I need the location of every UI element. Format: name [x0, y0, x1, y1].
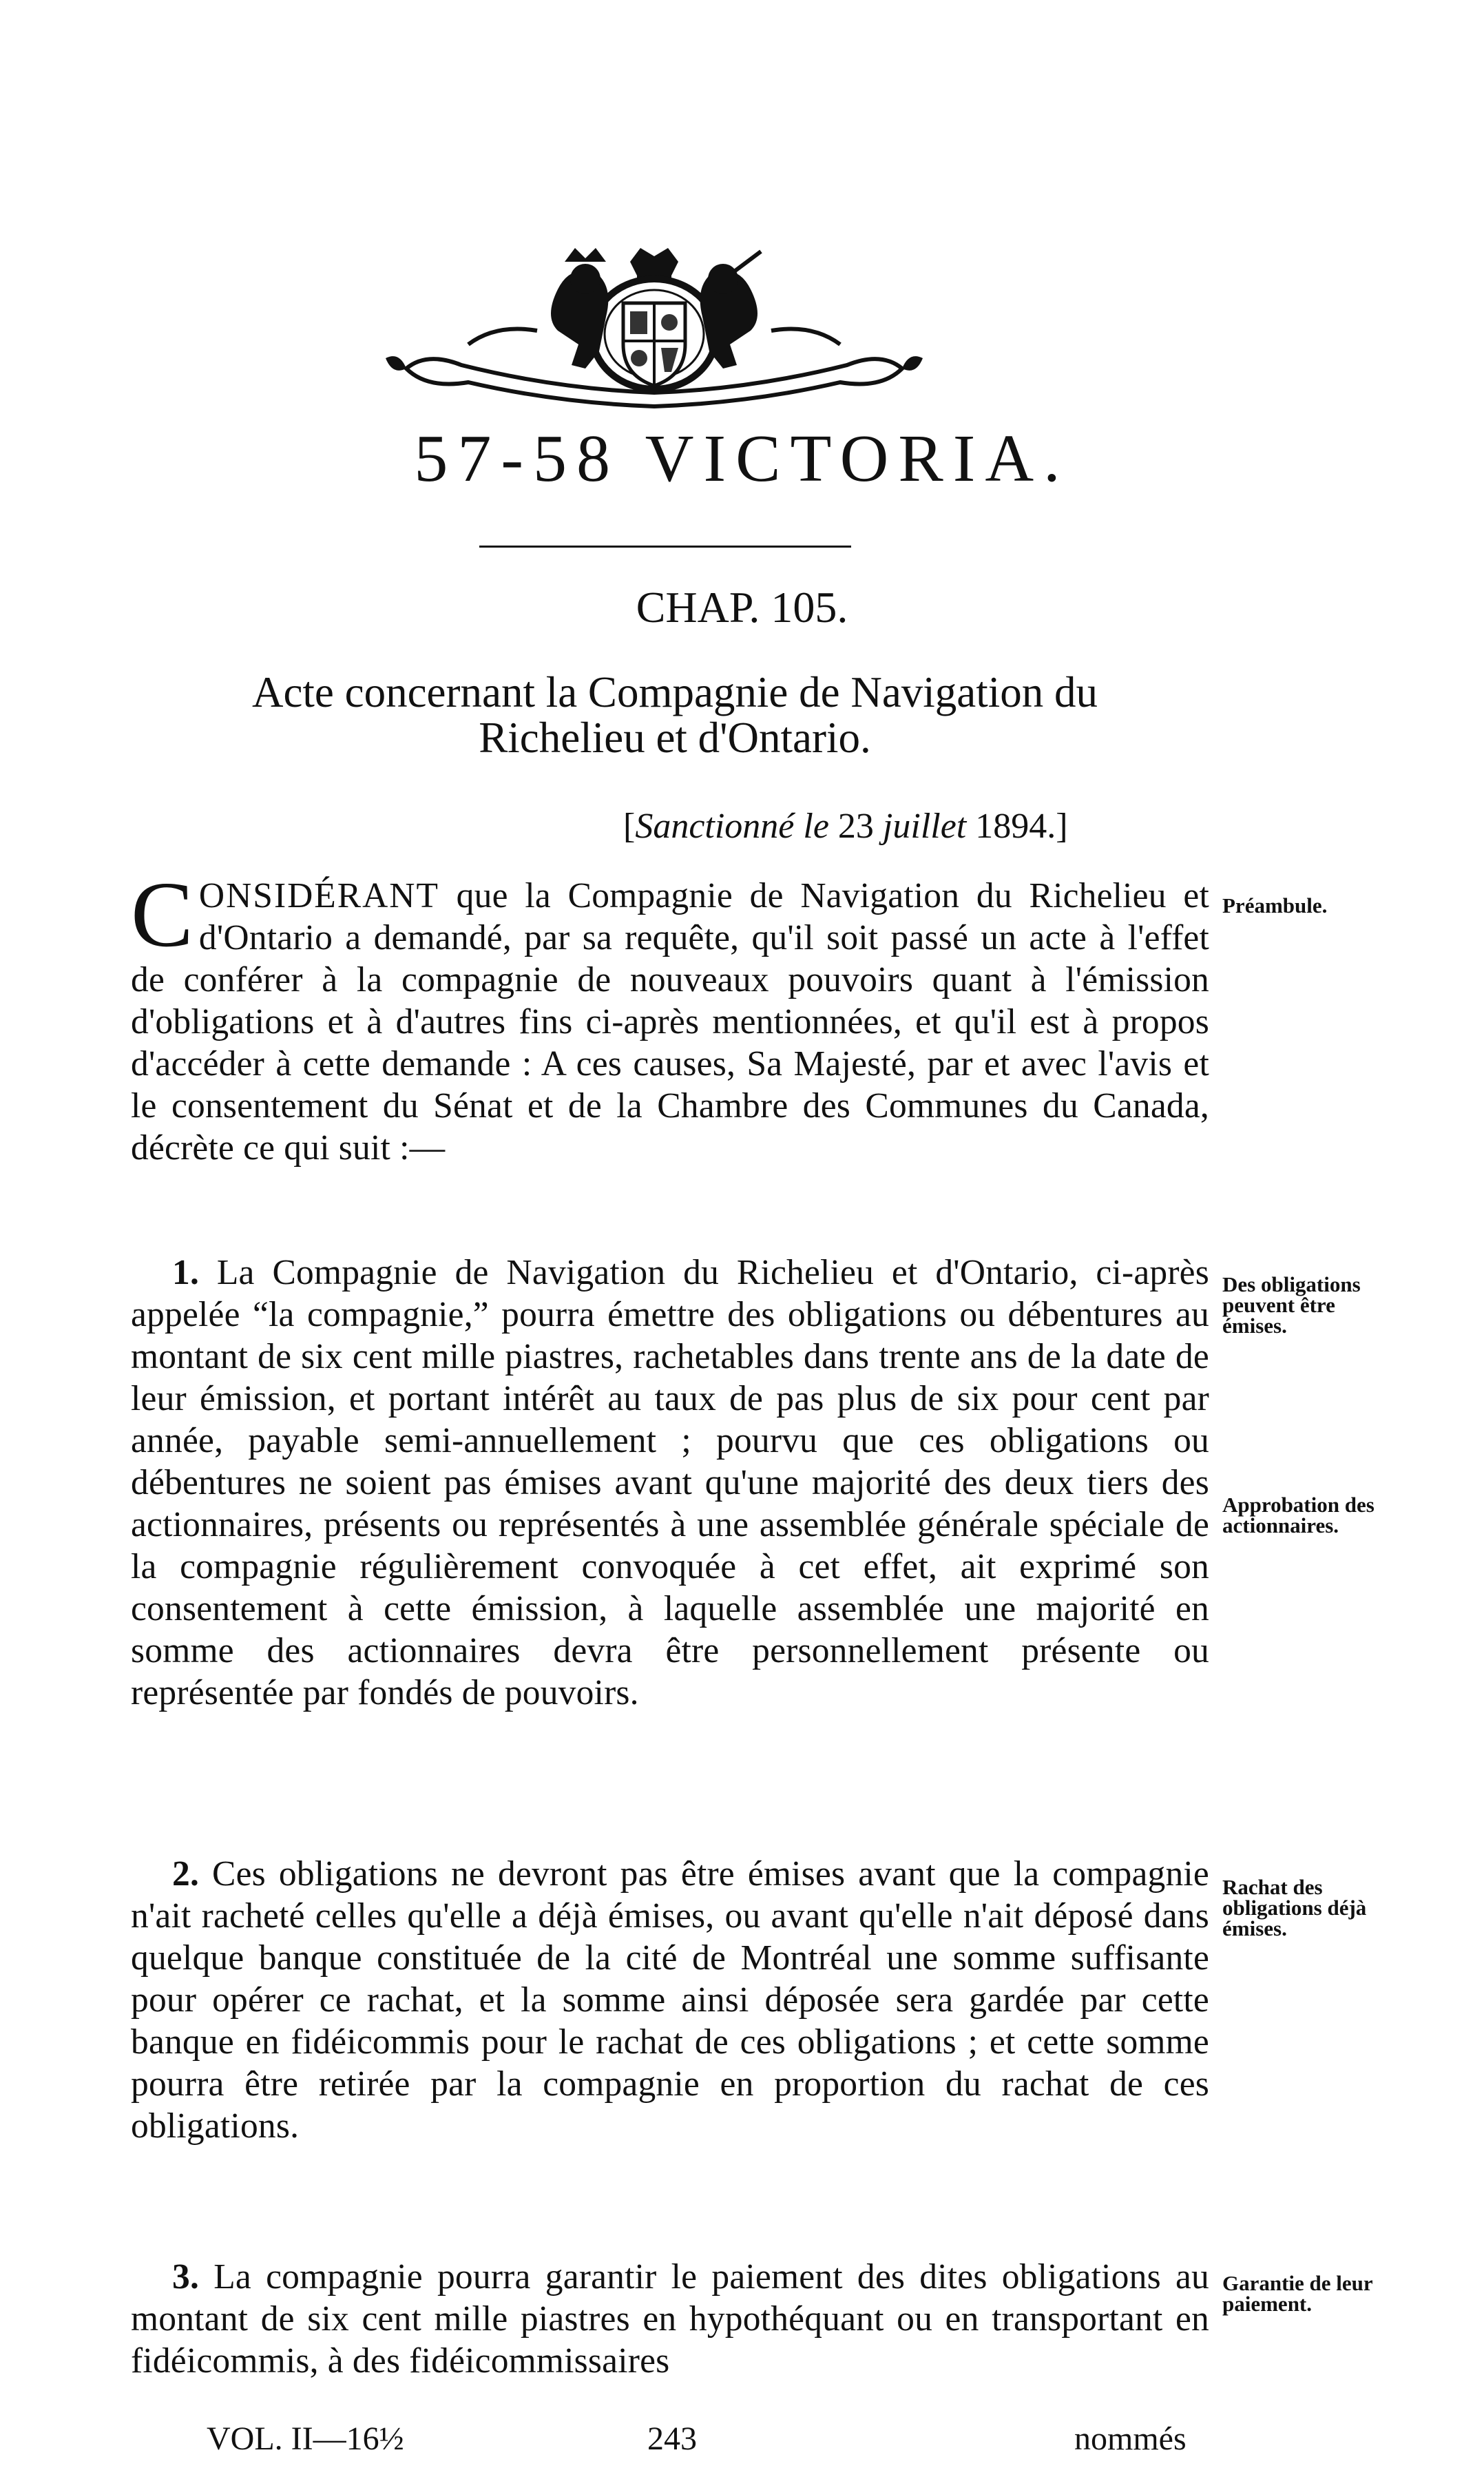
- assent-bracket: [: [623, 807, 636, 846]
- royal-coat-of-arms-icon: [386, 248, 923, 413]
- margin-note-preamble: Préambule.: [1222, 893, 1328, 918]
- drop-cap: C: [131, 863, 194, 966]
- act-title-line-2: Richelieu et d'Ontario.: [479, 714, 871, 762]
- assent-label: Sanctionné le: [635, 807, 829, 846]
- act-title: [131, 670, 1219, 760]
- assent-year: 1894.]: [966, 807, 1068, 846]
- section-3-number: 3.: [172, 2257, 200, 2297]
- section-3: [131, 2256, 1209, 2382]
- section-3-text: La compagnie pourra garantir le paiement des dites obligations au montant de six cent mille piastres en hypothéquant ou en transportant en fidéicommis, à des fidéicommissaires: [131, 2257, 1209, 2381]
- assent-month: juillet: [882, 807, 967, 846]
- section-3-paragraph: [131, 2256, 1209, 2382]
- margin-note-section-1b: Approbation des actionnaires.: [1222, 1493, 1375, 1537]
- margin-note-section-3: Garantie de leur paiement.: [1222, 2271, 1373, 2316]
- section-2-text: Ces obligations ne devront pas être émises avant que la compagnie n'ait racheté celles qu'elle a déjà émises, ou avant qu'elle n'ait déposé dans quelque banque constituée de la cité de Montréal une somme suffisante pour opérer ce rachat, et la somme ainsi déposée sera gardée par cette banque en fidéicommis pour le rachat de ces obligations ; et cette somme pourra être retirée par la compagnie en proportion du rachat de ces obligations.: [131, 1854, 1209, 2146]
- preamble-text: que la Compagnie de Navigation du Richelieu et d'Ontario a demandé, par sa requête, qu'il soit passé un acte à l'effet de conférer à la compagnie de nouveaux pouvoirs quant à l'émission d'obligations et à d'autres fins ci-après mentionnées, et qu'il est à propos d'accéder à cette demande : A ces causes, Sa Majesté, par et avec l'avis et le consentement du Sénat et de la Chambre des Communes du Canada, décrète ce qui suit :—: [131, 876, 1209, 1168]
- assent-day: 23: [828, 807, 883, 846]
- margin-note-section-2: Rachat des obligations déjà émises.: [1222, 1875, 1367, 1940]
- section-2: [131, 1853, 1209, 2147]
- section-1-paragraph: [131, 1252, 1209, 1714]
- act-title-line-1: Acte concernant la Compagnie de Navigation du: [251, 668, 1098, 716]
- preamble-paragraph: [131, 863, 1209, 1169]
- volume-signature: VOL. II—16½: [207, 2420, 404, 2457]
- section-2-number: 2.: [172, 1854, 200, 1894]
- section-1: [131, 1252, 1209, 1714]
- section-1-text: La Compagnie de Navigation du Richelieu et d'Ontario, ci-après appelée “la compagnie,” pourra émettre des obligations ou débentures au montant de six cent mille piastres, rachetables dans trente ans de la date de leur émission, et portant intérêt au taux de pas plus de six pour cent par année, payable semi-annuellement ; pourvu que ces obligations ou débentures ne soient pas émises avant qu'une majorité des deux tiers des actionnaires, présents ou représentés à une assemblée générale spéciale de la compagnie régulièrement convoquée à cet effet, ait exprimé son consentement à cette émission, à laquelle assemblée une majorité en somme des actionnaires devra être personnellement présente ou représentée par fondés de pouvoirs.: [131, 1253, 1209, 1712]
- preamble-opening: ONSIDÉRANT: [198, 876, 439, 915]
- assent-date: [623, 806, 1209, 847]
- preamble: [131, 863, 1209, 1169]
- chapter-number: CHAP. 105.: [636, 583, 848, 632]
- catchword: nommés: [1074, 2420, 1187, 2457]
- regnal-year: 57-58 VICTORIA.: [414, 422, 1070, 496]
- section-1-number: 1.: [172, 1253, 200, 1292]
- title-divider: [479, 546, 851, 548]
- section-2-paragraph: [131, 1853, 1209, 2147]
- page-number: 243: [647, 2420, 697, 2457]
- margin-note-section-1a: Des obligations peuvent être émises.: [1222, 1272, 1361, 1338]
